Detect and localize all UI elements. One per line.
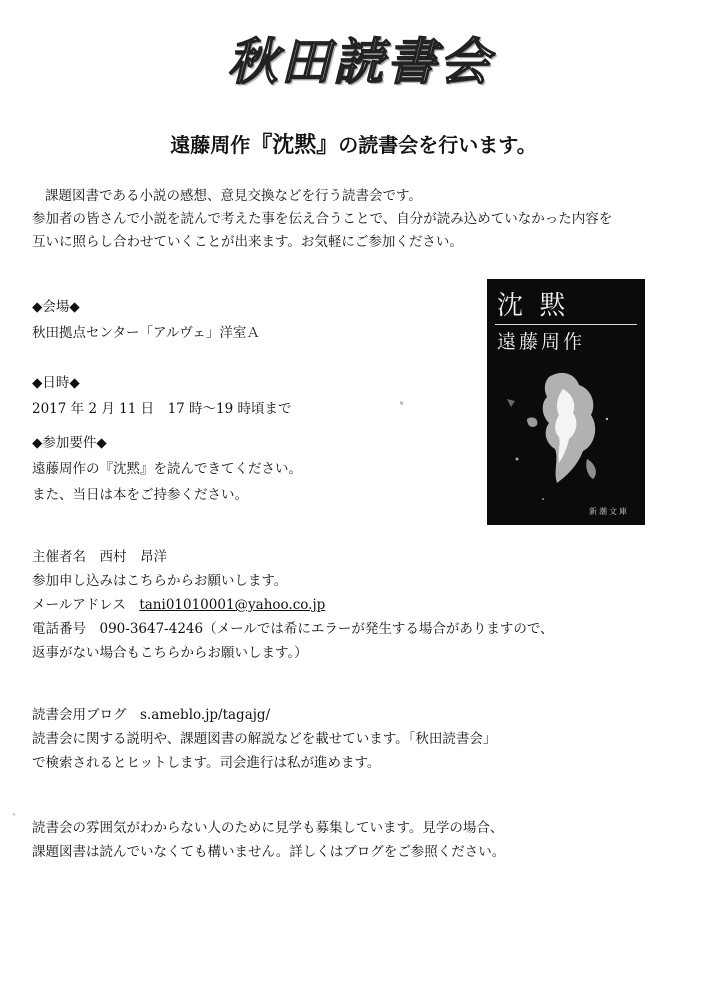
intro-paragraph [32, 185, 612, 254]
organizer-phone: 電話番号 090-3647-4246（メールでは希にエラーが発生する場合がありますので、 [32, 621, 554, 637]
intro-line: 課題図書である小説の感想、意見交換などを行う読書会です。 [45, 188, 422, 204]
venue-value: 秋田拠点センター「アルヴェ」洋室Ａ [32, 325, 260, 341]
visit-section [32, 816, 505, 864]
organizer-section [32, 545, 554, 665]
headline-author: 遠藤周作 [170, 133, 251, 157]
organizer-apply: 参加申し込みはこちらからお願いします。 [32, 573, 288, 589]
organizer-mail-label: メールアドレス [32, 597, 140, 613]
organizer-name: 主催者名 西村 昂洋 [32, 549, 167, 565]
book-cover-image [487, 279, 645, 525]
requirements-line: 遠藤周作の『沈黙』を読んできてください。 [32, 461, 302, 477]
requirements-line: また、当日は本をご持参ください。 [32, 487, 248, 503]
blog-line: で検索されるとヒットします。司会進行は私が進めます。 [32, 755, 381, 771]
page-logo: 秋田読書会 [227, 33, 493, 91]
intro-line: 参加者の皆さんで小説を読んで考えた事を伝え合うことで、自分が読み込めていなかった内容を [32, 211, 613, 227]
blog-line: 読書会に関する説明や、課題図書の解説などを載せています。「秋田読書会」 [32, 731, 497, 747]
organizer-mail-row [32, 593, 554, 617]
visit-line: 読書会の雰囲気がわからない人のために見学も募集しています。見学の場合、 [32, 820, 504, 836]
book-cover-author: 遠藤周作 [497, 331, 586, 353]
headline-book: 『沈黙』 [250, 133, 339, 158]
headline-suffix: の読書会を行います。 [338, 133, 537, 157]
organizer-email-link[interactable]: tani01010001@yahoo.co.jp [139, 597, 326, 613]
book-cover-rule [495, 324, 637, 325]
page-title [0, 128, 707, 159]
datetime-value: 2017 年 2 月 11 日 17 時〜19 時頃まで [32, 401, 292, 417]
book-cover-publisher: 新潮文庫 [589, 507, 629, 516]
datetime-heading: ◆日時◆ [32, 375, 80, 391]
intro-line: 互いに照らし合わせていくことが出来ます。お気軽にご参加ください。 [32, 234, 463, 250]
blog-url-line: 読書会用ブログ s.ameblo.jp/tagajg/ [32, 707, 271, 723]
venue-section [32, 294, 260, 346]
requirements-heading: ◆参加要件◆ [32, 435, 107, 451]
book-cover-title: 沈 黙 [497, 291, 570, 321]
venue-heading: ◆会場◆ [32, 299, 80, 315]
organizer-phone-note: 返事がない場合もこちらからお願いします。） [32, 645, 308, 661]
book-cover-artwork [487, 359, 645, 525]
datetime-section [32, 370, 292, 422]
scan-speck: ˢ [400, 400, 404, 411]
requirements-section [32, 430, 302, 508]
scan-speck: ˋ [12, 814, 17, 825]
visit-line: 課題図書は読んでいなくても構いません。詳しくはブログをご参照ください。 [32, 844, 506, 860]
blog-section [32, 703, 496, 775]
